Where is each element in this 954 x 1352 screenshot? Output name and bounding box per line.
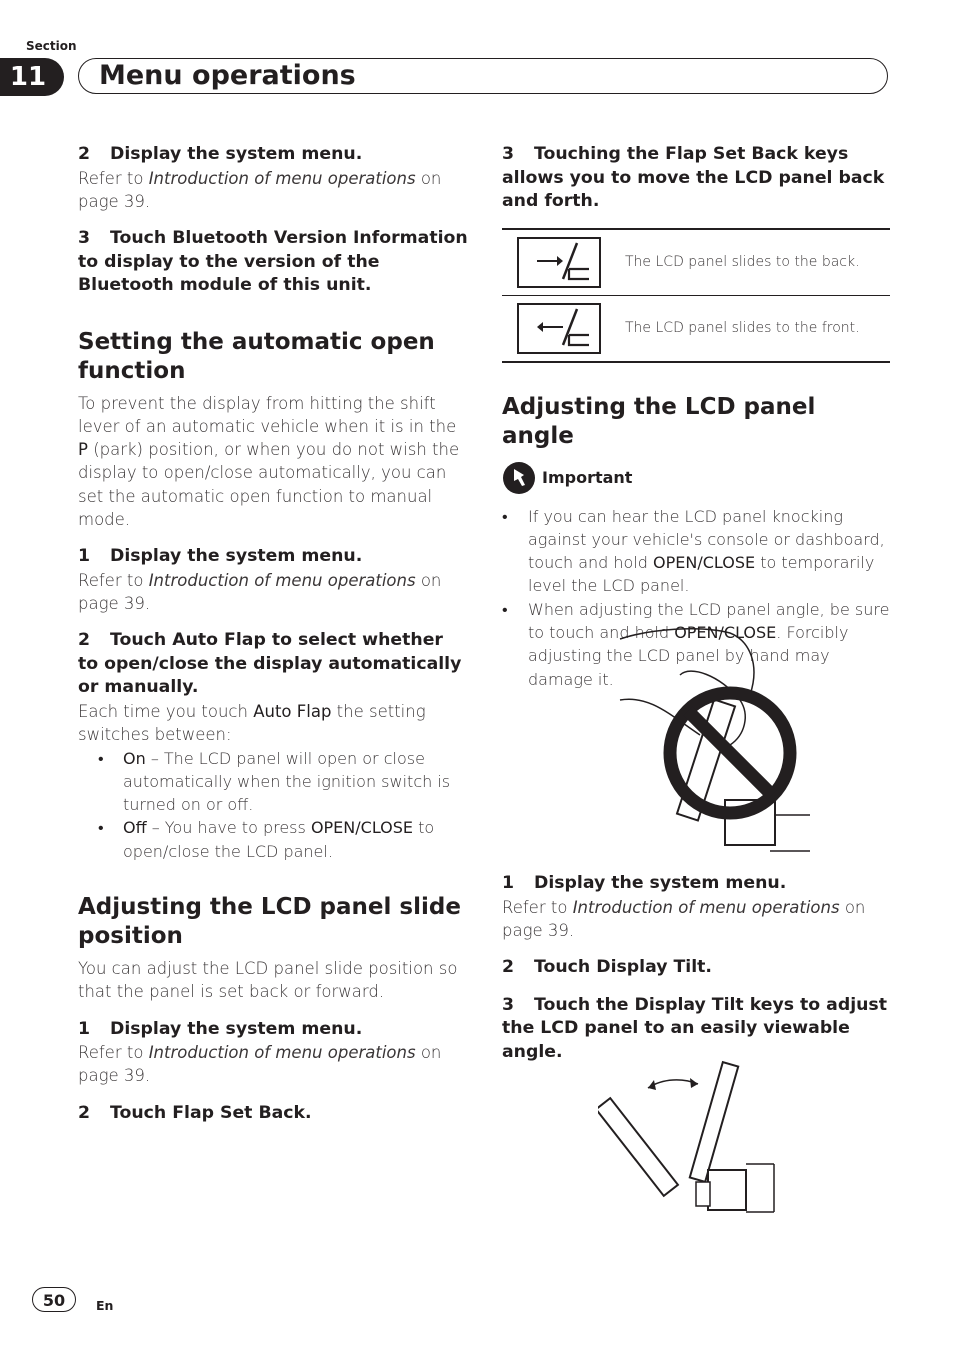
- page-title: Menu operations: [78, 58, 888, 94]
- right-column: [502, 143, 890, 691]
- step: 1 Display the system menu.: [78, 1018, 363, 1039]
- step: 1 Display the system menu.: [78, 546, 363, 567]
- list-item: • If you can hear the LCD panel knocking against your vehicle's console or dashboard, touch and hold OPEN/CLOSE to temporarily level the LCD panel.: [502, 505, 890, 598]
- heading-panel-angle: Adjusting the LCD panel angle: [502, 393, 816, 449]
- step: 2 Touch Auto Flap to select whether to open/close the display automatically or manually.: [78, 630, 462, 698]
- list-item: • On – The LCD panel will open or close automatically when the ignition switch is turned on or off.: [78, 747, 468, 817]
- step: 3 Touching the Flap Set Back keys allows you to move the LCD panel back and forth.: [502, 144, 885, 211]
- reference-text: Refer to Introduction of menu operations on page 39.: [78, 570, 442, 614]
- step: 3 Touch the Display Tilt keys to adjust the LCD panel to an easily viewable angle.: [502, 994, 887, 1062]
- list-item: • When adjusting the LCD panel angle, be sure to touch and hold OPEN/CLOSE. Forcibly adjusting the LCD panel by hand may damage it.: [502, 598, 890, 691]
- do-not-force-panel-illustration: [610, 625, 810, 857]
- reference-text: Refer to Introduction of menu operations on page 39.: [78, 168, 442, 211]
- section-label: Section: [26, 39, 77, 53]
- left-column: [78, 143, 468, 1125]
- key-description: The LCD panel slides to the back.: [625, 254, 860, 270]
- right-column-steps: [502, 872, 890, 1064]
- auto-flap-options: [78, 747, 468, 863]
- section-number: 11: [0, 58, 64, 96]
- heading-automatic-open: Setting the automatic open function: [78, 328, 435, 384]
- automatic-open-description: To prevent the display from hitting the shift lever of an automatic vehicle when it is in the P (park) position, or when you do not wish the display to open/close automatically, you can set the automatic open function to manual mode.: [78, 393, 460, 530]
- auto-flap-description: Each time you touch Auto Flap the setting switches between:: [78, 701, 426, 745]
- reference-text: Refer to Introduction of menu operations on page 39.: [502, 897, 866, 940]
- important-icon: [502, 461, 536, 495]
- list-item: • Off – You have to press OPEN/CLOSE to open/close the LCD panel.: [78, 816, 468, 863]
- step: 1 Display the system menu.: [502, 873, 787, 893]
- important-note: Important: [502, 461, 890, 495]
- page-number: 50: [32, 1287, 76, 1312]
- flap-keys-table: [502, 228, 890, 363]
- step: 2 Display the system menu.: [78, 144, 363, 164]
- slide-back-key-icon: [517, 237, 601, 288]
- slide-front-key-icon: [517, 303, 601, 354]
- step: 3 Touch Bluetooth Version Information to display to the version of the Bluetooth module of this unit.: [78, 228, 468, 296]
- key-description: The LCD panel slides to the front.: [625, 320, 860, 336]
- table-row: [502, 230, 890, 295]
- reference-text: Refer to Introduction of menu operations on page 39.: [78, 1043, 442, 1086]
- table-row: [502, 295, 890, 361]
- display-tilt-illustration: [598, 1052, 778, 1217]
- step: 2 Touch Display Tilt.: [502, 957, 712, 978]
- slide-description: You can adjust the LCD panel slide position so that the panel is set back or forward.: [78, 959, 458, 1002]
- heading-slide-position: Adjusting the LCD panel slide position: [78, 894, 461, 950]
- language-code: En: [96, 1298, 114, 1313]
- step: 2 Touch Flap Set Back.: [78, 1102, 312, 1123]
